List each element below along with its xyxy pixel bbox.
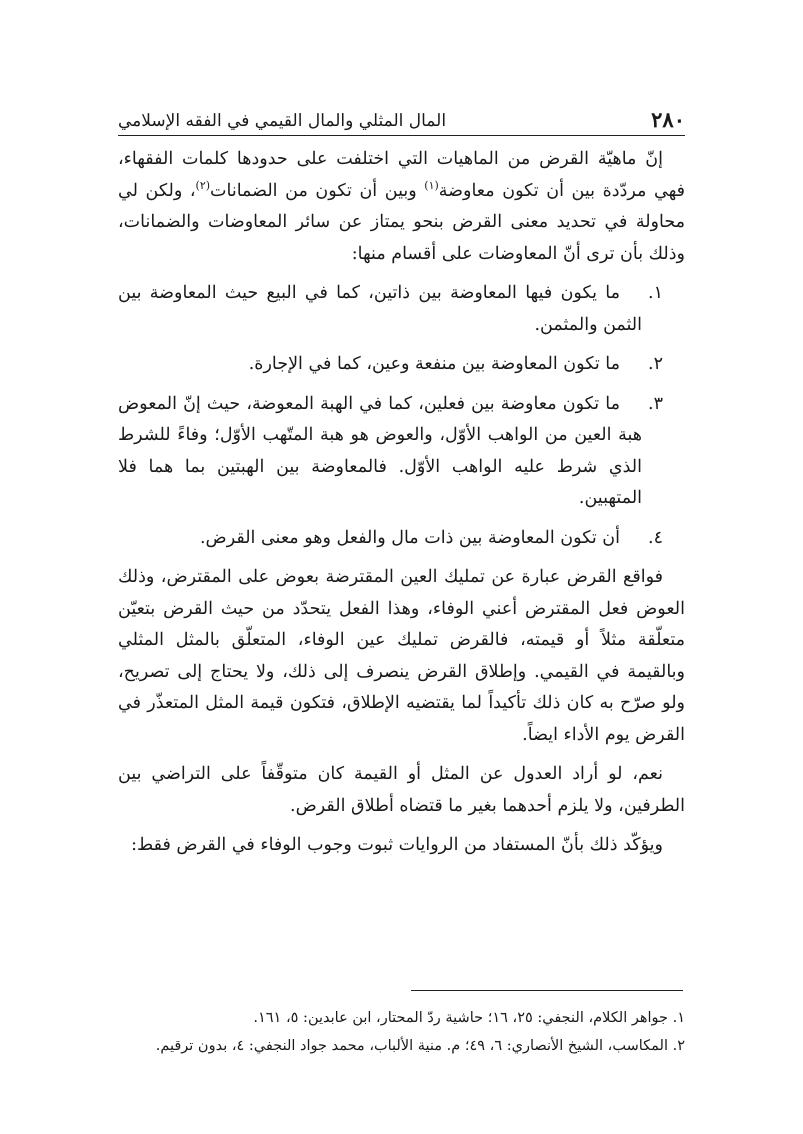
list-item-number: ٤.: [648, 527, 663, 548]
footnote-2: ٢. المكاسب، الشيخ الأنصاري: ٦، ٤٩؛ م. منية الألباب، محمد جواد النجفي: ٤، بدون ترقيم.: [155, 1038, 685, 1054]
list-item: [118, 523, 685, 555]
page-number: ٢٨٠: [651, 107, 685, 132]
footnote-1: ١. جواهر الكلام، النجفي: ٢٥، ١٦؛ حاشية ردّ المحتار، ابن عابدين: ٥، ١٦١.: [253, 1010, 685, 1026]
footnote-rule: [411, 990, 683, 991]
list-item-text: ما تكون المعاوضة بين منفعة وعين، كما في الإجارة.: [248, 354, 621, 374]
header-rule: [118, 135, 685, 136]
footnote-ref-1[interactable]: (١): [424, 178, 439, 192]
list-item: [118, 278, 685, 341]
list-item: [118, 389, 685, 515]
intro-text-1: إنّ ماهيّة القرض من الماهيات التي اختلفت على حدودها كلمات الفقهاء، فهي مردّدة بين أن تكون معاوضة: [118, 149, 685, 201]
main-text: [118, 144, 685, 870]
running-title: المال المثلي والمال القيمي في الفقه الإسلامي: [118, 111, 447, 131]
list-item-text: ما يكون فيها المعاوضة بين ذاتين، كما في البيع حيث المعاوضة بين الثمن والمثمن.: [118, 283, 643, 335]
list-item-text: ما تكون معاوضة بين فعلين، كما في الهبة المعوضة، حيث إنّ المعوض هبة العين من الواهب الأوّل، والعوض هو هبة المتّهب الأوّل؛ وفاءً للشرط الذي شرط عليه الواهب الأوّل. فالمعاوضة بين الهبتين بما هما فلا المتهبين.: [118, 393, 643, 508]
list-item-number: ١.: [648, 283, 663, 303]
page-header: [118, 96, 685, 132]
list-item-text: أن تكون المعاوضة بين ذات مال والفعل وهو معنى القرض.: [199, 527, 621, 548]
intro-text-2: وبين أن تكون من الضمانات: [210, 180, 425, 201]
paragraph-fawaqi: فواقع القرض عبارة عن تمليك العين المقترضة بعوض على المقترض، وذلك العوض فعل المقترض أعني الوفاء، وهذا الفعل يتحدّد من حيث القرض بتعيّن متعلّقة مثلاً أو قيمته، فالقرض تمليك عين الوفاء، المتعلّق بالمثل المثلي وبالقيمة في القيمي. وإطلاق القرض ينصرف إلى ذلك، ولا يحتاج إلى تصريح، ولو صرّح به كان ذلك تأكيداً لما يقتضيه الإطلاق، فتكون قيمة المثل المتعذّر في القرض يوم الأداء ايضاً.: [118, 567, 685, 745]
footnotes: [118, 1004, 685, 1060]
footnote-ref-2[interactable]: (٢): [195, 178, 211, 192]
intro-paragraph: [118, 144, 685, 270]
paragraph-naam: نعم، لو أراد العدول عن المثل أو القيمة كان متوقّفاً على التراضي بين الطرفين، ولا يلزم أحدهما بغير ما قتضاه أطلاق القرض.: [118, 764, 685, 816]
intro-text-3: ، ولكن لي محاولة في تحديد معنى القرض بنحو يمتاز عن سائر المعاوضات والضمانات، وذلك بأن ترى أنّ المعاوضات على أقسام منها:: [118, 180, 685, 264]
paragraph-yuakkid: ويؤكّد ذلك بأنّ المستفاد من الروايات ثبوت وجوب الوفاء في القرض فقط:: [131, 835, 663, 855]
list-item-number: ٢.: [648, 354, 663, 374]
list-item: [118, 349, 685, 381]
list-item-number: ٣.: [648, 393, 663, 414]
